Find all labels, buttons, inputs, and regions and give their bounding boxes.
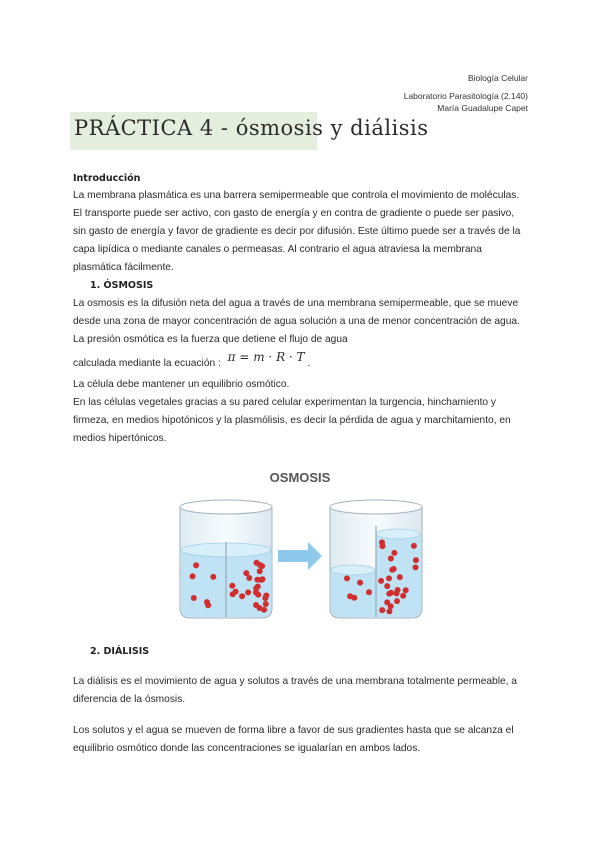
solute-particle [257,568,263,574]
solute-particle [344,575,350,581]
solute-particle [403,587,409,593]
solute-particle [255,592,261,598]
solute-particle [413,557,419,563]
solute-particle [193,562,199,568]
solute-particle [378,578,384,584]
solute-particle [243,570,249,576]
solute-particle [391,566,397,572]
author-name: María Guadalupe Capet [437,103,528,113]
osmotic-pressure-equation: π = m · R · T [227,350,305,364]
osmosis-figure [170,462,428,622]
lab-name: Laboratorio Parasitología (2.140) [403,90,528,101]
beaker-right [330,500,422,618]
osmosis-text: La osmosis es la difusión neta del agua a través de una membrana semipermeable, que se mueve desde una zona de mayor concentración de agua solución a una de menor concentración de agua. La presión osmótica es la fuerza que detiene el flujo de agua [73,298,520,345]
solute-particle [397,574,403,580]
solute-particle [233,589,239,595]
intro-paragraph [73,187,528,277]
solute-particle [210,574,216,580]
solute-particle [253,585,259,591]
intro-heading: Introducción [73,173,141,184]
solute-particle [261,607,267,613]
solute-particle [263,601,269,607]
course-name: Biología Celular [467,73,528,83]
solute-particle [386,608,392,614]
osmosis-balance-text: La célula debe mantener un equilibrio osmótico. [73,379,290,390]
intro-text: La membrana plasmática es una barrera semipermeable que controla el movimiento de moléculas. El transporte puede ser activo, con gasto de energía y en contra de gradiente o puede ser pasivo, sin gasto de energía y favor de gradiente es decir por difusión. Este último puede ser a través de la capa lipídica o mediante canales o permeasas. Al contrario el agua atraviesa la membrana plasmática fácilmente. [73,190,521,273]
solute-particle [386,591,392,597]
solute-particle [413,564,419,570]
dialysis-equilibrium [73,722,528,758]
equation-suffix: . [307,358,311,369]
solute-particle [229,583,235,589]
dialysis-text: La diálisis es el movimiento de agua y solutos a través de una membrana totalmente permeable, a diferencia de la ósmosis. [73,676,517,705]
solute-particle [190,573,196,579]
solute-particle [384,583,390,589]
solute-particle [394,598,400,604]
equation-line [73,350,311,369]
transition-arrow [278,542,322,570]
solute-particle [400,593,406,599]
osmosis-paragraph [73,295,528,349]
solute-particle [191,595,197,601]
document-header [404,72,528,115]
solute-particle [394,590,400,596]
figure-label: OSMOSIS [269,470,331,485]
equation-prefix: calculada mediante la ecuación : [73,358,221,369]
solute-particle [254,560,260,566]
solute-particle [239,593,245,599]
solute-particle [379,539,385,545]
beaker-left [180,500,272,618]
plant-cells-text: En las células vegetales gracias a su pared celular experimentan la turgencia, hinchamiento y firmeza, en medios hipotónicos y la plasmólisis, es decir la pérdida de agua y marchitamiento, en medios hipertónicos. [73,397,511,444]
solute-particle [254,577,260,583]
solute-particle [366,589,372,595]
solute-particle [260,576,266,582]
dialysis-heading: 2. DIÁLISIS [90,646,150,657]
dialysis-equilibrium-text: Los solutos y el agua se mueven de forma libre a favor de sus gradientes hasta que se alcanza el equilibrio osmótico donde las concentraciones se igualarían en ambos lados. [73,725,514,754]
solute-particle [386,575,392,581]
solute-particle [245,589,251,595]
solute-particle [388,556,394,562]
solute-particle [204,599,210,605]
solute-particle [351,595,357,601]
solute-particle [262,595,268,601]
solute-particle [357,580,363,586]
solute-particle [411,543,417,549]
dialysis-paragraph [73,673,528,709]
solute-particle [388,603,394,609]
page-title: PRÁCTICA 4 - ósmosis y diálisis [74,116,429,140]
osmosis-heading: 1. ÓSMOSIS [90,280,154,291]
solute-particle [379,607,385,613]
solute-particle [391,550,397,556]
osmosis-notes [73,376,528,448]
